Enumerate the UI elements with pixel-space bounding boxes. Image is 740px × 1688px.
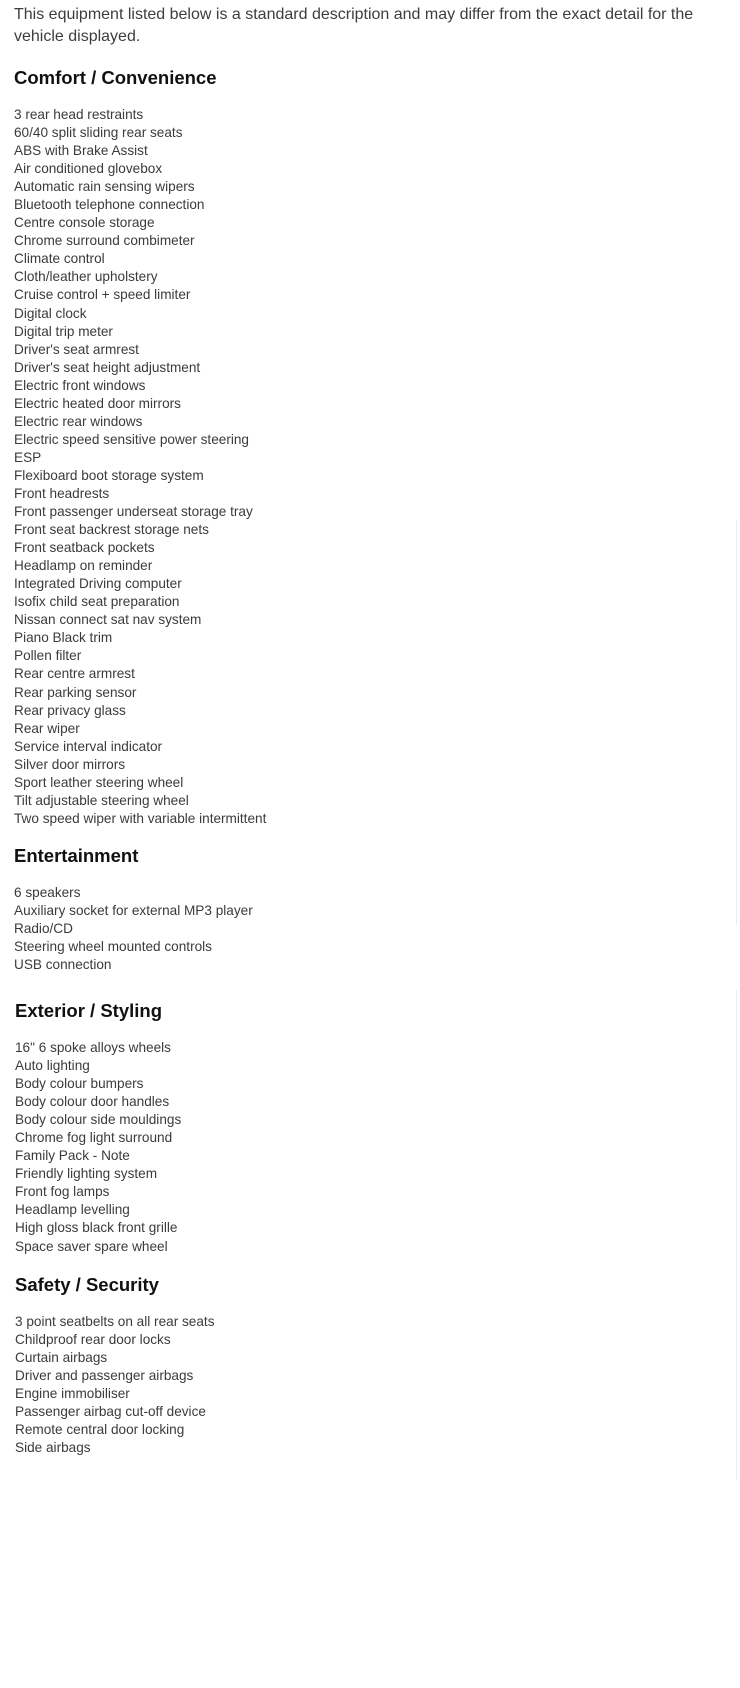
list-item: Steering wheel mounted controls xyxy=(14,939,212,955)
list-item: Centre console storage xyxy=(14,215,155,231)
list-item: Front passenger underseat storage tray xyxy=(14,504,253,520)
list-item: Driver and passenger airbags xyxy=(15,1368,194,1384)
list-item: Space saver spare wheel xyxy=(15,1238,168,1254)
list-item: Front headrests xyxy=(14,485,110,501)
list-item: Front seatback pockets xyxy=(14,540,155,556)
list-item: Digital clock xyxy=(14,305,87,321)
list-item: Climate control xyxy=(14,251,105,267)
list-item: Sport leather steering wheel xyxy=(14,774,184,790)
list-item: USB connection xyxy=(14,957,112,973)
list-item: Service interval indicator xyxy=(14,738,163,754)
list-item: 3 rear head restraints xyxy=(14,107,144,122)
list-item: Isofix child seat preparation xyxy=(14,594,180,610)
list-item: Piano Black trim xyxy=(14,630,113,646)
list-item: 60/40 split sliding rear seats xyxy=(14,125,183,141)
list-item: ESP xyxy=(14,449,42,465)
list-item: Friendly lighting system xyxy=(15,1166,158,1182)
list-item: Digital trip meter xyxy=(14,323,113,339)
section-title: Exterior / Styling xyxy=(15,1000,163,1021)
section-entertainment xyxy=(14,844,614,973)
list-item: Chrome fog light surround xyxy=(15,1130,173,1146)
list-item: Auxiliary socket for external MP3 player xyxy=(14,903,253,919)
list-item: Body colour side mouldings xyxy=(15,1112,182,1128)
list-item: Headlamp on reminder xyxy=(14,558,153,574)
list-item: Two speed wiper with variable intermittent xyxy=(14,810,267,826)
list-item: Rear centre armrest xyxy=(14,666,135,682)
section-safety-security xyxy=(15,1273,615,1456)
list-item: Nissan connect sat nav system xyxy=(14,612,202,628)
list-item: Rear privacy glass xyxy=(14,702,126,718)
list-item: Air conditioned glovebox xyxy=(14,161,163,177)
list-item: Rear parking sensor xyxy=(14,684,137,700)
list-item: Family Pack - Note xyxy=(15,1148,130,1164)
section-comfort-convenience xyxy=(14,66,614,826)
list-item: Flexiboard boot storage system xyxy=(14,467,204,483)
list-item: Curtain airbags xyxy=(15,1350,108,1366)
list-item: Radio/CD xyxy=(14,921,73,937)
list-item: Automatic rain sensing wipers xyxy=(14,179,195,195)
list-item: Driver's seat height adjustment xyxy=(14,359,201,375)
page-edge-divider xyxy=(736,520,737,925)
list-item: Bluetooth telephone connection xyxy=(14,197,205,213)
section-title: Comfort / Convenience xyxy=(14,67,217,88)
list-item: Driver's seat armrest xyxy=(14,341,139,357)
list-item: Rear wiper xyxy=(14,720,80,736)
equipment-list xyxy=(15,1313,215,1457)
list-item: Silver door mirrors xyxy=(14,756,126,772)
equipment-list xyxy=(15,1039,181,1256)
list-item: Chrome surround combimeter xyxy=(14,233,195,249)
list-item: Pollen filter xyxy=(14,648,82,664)
equipment-list xyxy=(14,106,266,828)
list-item: Cruise control + speed limiter xyxy=(14,287,191,303)
list-item: High gloss black front grille xyxy=(15,1220,178,1236)
list-item: Auto lighting xyxy=(15,1058,90,1074)
list-item: Headlamp levelling xyxy=(15,1202,130,1218)
list-item: Engine immobiliser xyxy=(15,1386,130,1402)
list-item: Body colour door handles xyxy=(15,1094,170,1110)
list-item: Electric rear windows xyxy=(14,413,143,429)
section-exterior-styling xyxy=(15,999,615,1254)
list-item: Front fog lamps xyxy=(15,1184,110,1200)
list-item: Side airbags xyxy=(15,1440,91,1456)
section-title: Safety / Security xyxy=(15,1274,159,1295)
equipment-list xyxy=(14,884,253,974)
list-item: Electric heated door mirrors xyxy=(14,395,181,411)
list-item: 6 speakers xyxy=(14,885,81,900)
list-item: Integrated Driving computer xyxy=(14,576,182,592)
list-item: 3 point seatbelts on all rear seats xyxy=(15,1314,215,1329)
section-title: Entertainment xyxy=(14,845,139,866)
list-item: Front seat backrest storage nets xyxy=(14,522,209,538)
list-item: Body colour bumpers xyxy=(15,1076,144,1092)
page-edge-divider xyxy=(736,990,737,1480)
list-item: Remote central door locking xyxy=(15,1422,185,1438)
list-item: Tilt adjustable steering wheel xyxy=(14,792,189,808)
list-item: Electric speed sensitive power steering xyxy=(14,431,249,447)
intro-text: This equipment listed below is a standard description and may differ from the exact detail for the vehicle displayed. xyxy=(14,6,694,45)
list-item: ABS with Brake Assist xyxy=(14,143,148,159)
list-item: Passenger airbag cut-off device xyxy=(15,1404,206,1420)
list-item: 16" 6 spoke alloys wheels xyxy=(15,1040,171,1055)
list-item: Electric front windows xyxy=(14,377,146,393)
list-item: Childproof rear door locks xyxy=(15,1332,171,1348)
list-item: Cloth/leather upholstery xyxy=(14,269,158,285)
